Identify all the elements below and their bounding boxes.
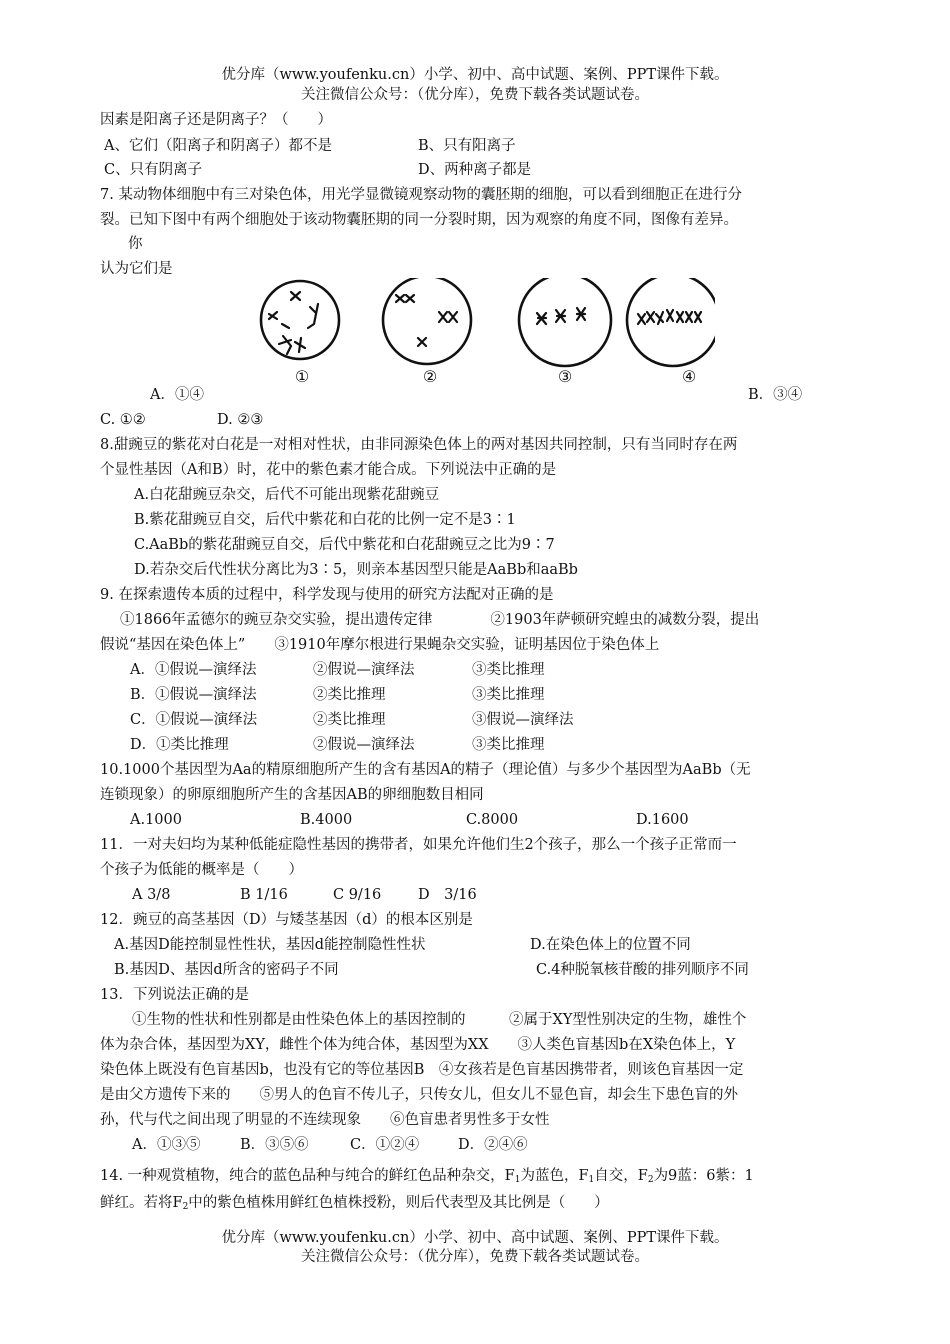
cell-division-figure (255, 278, 715, 390)
q9-option-b-3: ③类比推理 (472, 687, 545, 703)
footer-line-1: 优分库（www.youfenku.cn）小学、初中、高中试题、案例、PPT课件下载。 (221, 1230, 729, 1246)
footer-line-2: 关注微信公众号：（优分库），免费下载各类试题试卷。 (301, 1249, 649, 1265)
q9-option-a-1: A．①假说—演绎法 (130, 662, 257, 678)
q13-option-d: D．②④⑥ (458, 1137, 528, 1153)
q11-option-c: C 9/16 (333, 887, 382, 903)
q9-option-c-1: C．①假说—演绎法 (130, 712, 258, 728)
q14-text-4: 为9蓝：6紫：1 (653, 1168, 754, 1184)
q7-option-c: C. ①② (100, 412, 146, 428)
q9-option-a-2: ②假说—演绎法 (313, 662, 415, 678)
header-line-2: 关注微信公众号：（优分库），免费下载各类试题试卷。 (301, 87, 649, 103)
q13-option-b: B．③⑤⑥ (240, 1137, 309, 1153)
q13-line-3: 体为杂合体，基因型为XY，雌性个体为纯合体，基因型为XX ③人类色盲基因b在X染色体上，Y (100, 1037, 736, 1053)
q7-line-1: 7. 某动物体细胞中有三对染色体，用光学显微镜观察动物的囊胚期的细胞，可以看到细胞正在进行分 (100, 187, 742, 203)
q10-option-d: D.1600 (636, 812, 689, 828)
q14-sub-3: 2 (647, 1175, 654, 1185)
q13-line-4: 染色体上既没有色盲基因b，也没有它的等位基因B ④女孩若是色盲基因携带者，则该色盲基因一定 (100, 1062, 744, 1078)
q7-option-b: B．③④ (748, 387, 803, 403)
q9-option-b-1: B．①假说—演绎法 (130, 687, 257, 703)
q7-line-2: 裂。已知下图中有两个细胞处于该动物囊胚期的同一分裂时期，因为观察的角度不同，图像有差异。 (100, 212, 738, 228)
q10-option-a: A.1000 (130, 812, 182, 828)
q14-sub-2: 1 (588, 1175, 595, 1185)
q12-option-b: B.基因D、基因d所含的密码子不同 (114, 962, 339, 978)
q13-option-c: C．①②④ (350, 1137, 420, 1153)
q9-option-c-2: ②类比推理 (313, 712, 386, 728)
q12-option-d: D.在染色体上的位置不同 (530, 937, 691, 953)
q13-line-5: 是由父方遗传下来的 ⑤男人的色盲不传儿子，只传女儿，但女儿不显色盲，却会生下患色盲的外 (100, 1087, 738, 1103)
q14-text-3: 自交，F (594, 1168, 648, 1184)
q9-line-3: 假说“基因在染色体上” ③1910年摩尔根进行果蝇杂交实验，证明基因位于染色体上 (100, 637, 660, 653)
cell-label-2: ② (422, 367, 438, 386)
q8-option-a: A.白花甜豌豆杂交，后代不可能出现紫花甜豌豆 (134, 487, 440, 503)
q9-option-d-2: ②假说—演绎法 (313, 737, 415, 753)
q14-text-1: 14. 一种观赏植物，纯合的蓝色品种与纯合的鲜红色品种杂交，F (100, 1168, 515, 1184)
cell-diagram-3 (519, 278, 611, 366)
q8-option-d: D.若杂交后代性状分离比为3∶5，则亲本基因型只能是AaBb和aaBb (134, 562, 578, 578)
q10-option-b: B.4000 (300, 812, 353, 828)
q8-option-b: B.紫花甜豌豆自交，后代中紫花和白花的比例一定不是3∶1 (134, 512, 516, 528)
q7-option-a: A．①④ (150, 387, 204, 403)
q6-option-b: B、只有阳离子 (418, 138, 516, 154)
q6-option-c: C、只有阴离子 (104, 162, 203, 178)
q11-option-b: B 1/16 (240, 887, 288, 903)
header-line-1: 优分库（www.youfenku.cn）小学、初中、高中试题、案例、PPT课件下载。 (221, 67, 729, 83)
q9-line-1: 9. 在探索遗传本质的过程中，科学发现与使用的研究方法配对正确的是 (100, 587, 554, 603)
q9-option-c-3: ③假说—演绎法 (472, 712, 574, 728)
q14-line-2 (100, 1196, 609, 1212)
cell-diagram-4 (627, 278, 715, 366)
q9-option-b-2: ②类比推理 (313, 687, 386, 703)
q12-option-c: C.4种脱氧核苷酸的排列顺序不同 (536, 962, 749, 978)
q6-option-d: D、两种离子都是 (418, 162, 532, 178)
q13-line-6: 孙，代与代之间出现了明显的不连续现象 ⑥色盲患者男性多于女性 (100, 1112, 550, 1128)
q14-sub-4: 2 (182, 1202, 189, 1212)
q10-line-1: 10.1000个基因型为Aa的精原细胞所产生的含有基因A的精子（理论值）与多少个基因型为AaBb（无 (100, 762, 751, 778)
cell-label-1: ① (294, 367, 310, 386)
q13-option-a: A．①③⑤ (132, 1137, 201, 1153)
q11-option-a: A 3/8 (132, 887, 171, 903)
q12-option-a: A.基因D能控制显性性状，基因d能控制隐性性状 (114, 937, 426, 953)
q9-option-d-3: ③类比推理 (472, 737, 545, 753)
cell-label-3: ③ (557, 367, 573, 386)
q11-option-d: D 3/16 (418, 887, 477, 903)
q14-text-2: 为蓝色，F (520, 1168, 589, 1184)
q13-line-1: 13．下列说法正确的是 (100, 987, 249, 1003)
q10-option-c: C.8000 (466, 812, 519, 828)
q11-line-1: 11．一对夫妇均为某种低能症隐性基因的携带者，如果允许他们生2个孩子，那么一个孩子正常而一 (100, 837, 737, 853)
q8-option-c: C.AaBb的紫花甜豌豆自交，后代中紫花和白花甜豌豆之比为9∶7 (134, 537, 555, 553)
q10-line-2: 连锁现象）的卵原细胞所产生的含基因AB的卵细胞数目相同 (100, 787, 484, 803)
q14-text-6: 中的紫色植株用鲜红色植株授粉，则后代表型及其比例是（ ） (188, 1195, 609, 1211)
q7-line-4: 认为它们是 (100, 261, 173, 277)
q12-line-1: 12．豌豆的高茎基因（D）与矮茎基因（d）的根本区别是 (100, 912, 473, 928)
q8-line-2: 个显性基因（A和B）时，花中的紫色素才能合成。下列说法中正确的是 (100, 462, 557, 478)
q14-sub-1: 1 (514, 1175, 521, 1185)
q7-line-3: 你 (128, 236, 143, 252)
q9-line-2: ①1866年孟德尔的豌豆杂交实验，提出遗传定律 ②1903年萨顿研究蝗虫的减数分裂，提出 (120, 612, 760, 628)
cell-label-4: ④ (681, 367, 697, 386)
cell-diagram-1 (261, 281, 339, 359)
q8-line-1: 8.甜豌豆的紫花对白花是一对相对性状，由非同源染色体上的两对基因共同控制，只有当同时存在两 (100, 437, 738, 453)
q14-text-5: 鲜红。若将F (100, 1195, 183, 1211)
q14-line-1 (100, 1169, 754, 1185)
q9-option-a-3: ③类比推理 (472, 662, 545, 678)
q13-line-2: ①生物的性状和性别都是由性染色体上的基因控制的 ②属于XY型性别决定的生物，雄性个 (132, 1012, 747, 1028)
cell-diagram-2 (383, 278, 471, 364)
q6-stem-tail: 因素是阳离子还是阴离子？（ ） (100, 112, 332, 128)
q11-line-2: 个孩子为低能的概率是（ ） (100, 862, 303, 878)
q6-option-a: A、它们（阳离子和阴离子）都不是 (104, 138, 332, 154)
q7-option-d: D. ②③ (217, 412, 264, 428)
q9-option-d-1: D．①类比推理 (130, 737, 229, 753)
